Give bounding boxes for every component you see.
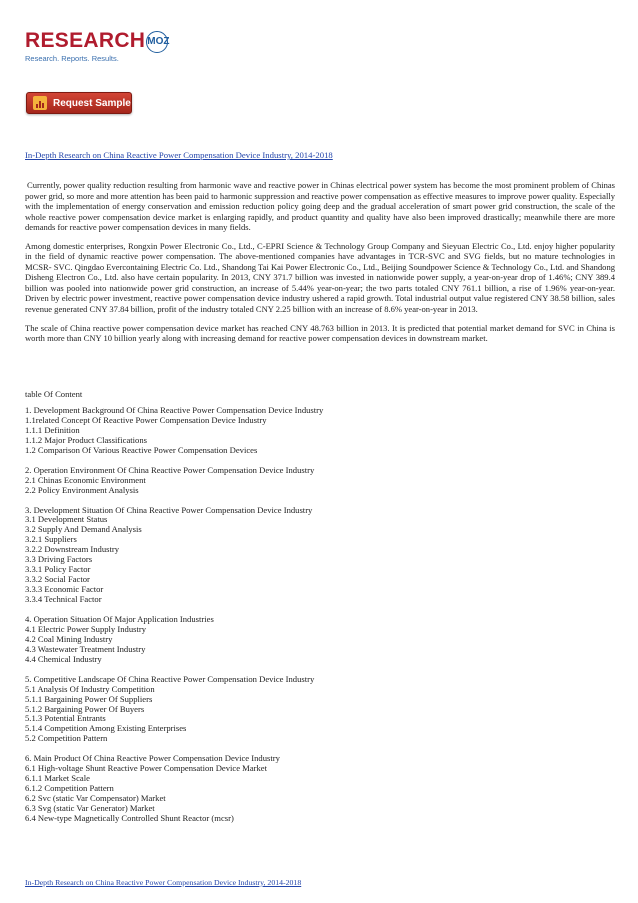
toc-item: 3.3 Driving Factors bbox=[25, 554, 93, 565]
toc-section bbox=[25, 675, 615, 745]
toc-heading: table Of Content bbox=[25, 389, 83, 399]
toc-item: 6. Main Product Of China Reactive Power Compensation Device Industry bbox=[25, 753, 280, 764]
toc-item: 3.3.1 Policy Factor bbox=[25, 564, 91, 575]
toc-section bbox=[25, 406, 615, 456]
toc-item: 6.3 Svg (static Var Generator) Market bbox=[25, 803, 155, 814]
toc-item: 3.3.3 Economic Factor bbox=[25, 584, 104, 595]
toc-item: 1.1related Concept Of Reactive Power Compensation Device Industry bbox=[25, 414, 267, 425]
toc-section bbox=[25, 615, 615, 665]
toc-item: 2.1 Chinas Economic Environment bbox=[25, 474, 146, 485]
logo-tagline: Research. Reports. Results. bbox=[25, 54, 119, 63]
toc-item: 1. Development Background Of China Reactive Power Compensation Device Industry bbox=[25, 405, 324, 415]
toc-section bbox=[25, 466, 615, 496]
toc-item: 5.1.4 Competition Among Existing Enterprises bbox=[25, 723, 187, 734]
report-title-link[interactable]: In-Depth Research on China Reactive Power Compensation Device Industry, 2014-2018 bbox=[25, 150, 333, 160]
request-sample-button[interactable] bbox=[26, 92, 132, 114]
toc-item: 3.2 Supply And Demand Analysis bbox=[25, 524, 142, 535]
chart-icon bbox=[33, 96, 47, 110]
toc-item: 1.1.1 Definition bbox=[25, 424, 80, 435]
toc-item: 4.3 Wastewater Treatment Industry bbox=[25, 643, 146, 654]
report-description bbox=[25, 180, 615, 352]
toc-item: 3.3.2 Social Factor bbox=[25, 574, 90, 585]
toc-item: 3.1 Development Status bbox=[25, 514, 108, 525]
toc-item: 6.1 High-voltage Shunt Reactive Power Compensation Device Market bbox=[25, 763, 268, 774]
description-paragraph: Currently, power quality reduction resulting from harmonic wave and reactive power in Chinas electrical power system has become the most prominent problem of Chinas power grid, so more and more attention has been paid to harmonic suppression and reactive power compensation as effective measures to improve power quality. Especially with the implementation of energy conservation and emission reduction policy going deep and the gradual acceleration of smart power grid construction, the scale of the whole reactive power compensation device market is enlarging rapidly, and product quantity and quality have also been improved drastically; meanwhile there are more demands for reactive power compensation devices in many fields. bbox=[25, 180, 615, 233]
toc-item: 6.2 Svc (static Var Compensator) Market bbox=[25, 793, 166, 804]
toc-item: 4.4 Chemical Industry bbox=[25, 653, 102, 664]
toc-section bbox=[25, 506, 615, 606]
logo-moz-badge: MOZ bbox=[146, 31, 168, 53]
table-of-contents bbox=[25, 406, 615, 834]
toc-item: 3.2.2 Downstream Industry bbox=[25, 544, 120, 555]
researchmoz-logo bbox=[25, 30, 168, 64]
request-sample-label: Request Sample bbox=[53, 97, 131, 109]
toc-item: 3. Development Situation Of China Reactive Power Compensation Device Industry bbox=[25, 504, 313, 515]
toc-item: 2.2 Policy Environment Analysis bbox=[25, 484, 139, 495]
toc-item: 1.2 Comparison Of Various Reactive Power Compensation Devices bbox=[25, 444, 258, 455]
description-paragraph: Among domestic enterprises, Rongxin Power Electronic Co., Ltd., C-EPRI Science & Technology Group Company and Sieyuan Electric Co., Ltd. enjoy higher popularity in the field of dynamic reactive power compensation. The above-mentioned companies have advantages in TCR-SVC and SVG fields, but no mature technologies in MCSR- SVC. Qingdao Evercontaining Electric Co. Ltd., Shandong Tai Kai Power Electronic Co., Ltd., Beijing Soundpower Science & Technology Co., Ltd. and Shandong Disheng Electron Co., Ltd. also have certain popularity. In 2013, CNY 371.7 billion was invested in nationwide power supply, a year-on-year drop of 1.46%; CNY 389.4 billion was pooled into nationwide power grid construction, an increase of 5.44% year-on-year; the two parts totaled CNY 761.1 billion, a rise of 1.96% year-on-year. Driven by electric power investment, reactive power compensation device industry ushered a rapid growth. Total industrial output value registered CNY 38.58 billion, sales revenue generated CNY 37.84 billion, profit of the industry totaled CNY 2.25 billion with an increase of 8.6% year-on-year in 2013. bbox=[25, 240, 615, 315]
toc-item: 1.1.2 Major Product Classifications bbox=[25, 434, 147, 445]
toc-item: 4. Operation Situation Of Major Application Industries bbox=[25, 613, 214, 624]
toc-item: 6.1.2 Competition Pattern bbox=[25, 783, 114, 794]
footer-report-link[interactable]: In-Depth Research on China Reactive Power Compensation Device Industry, 2014-2018 bbox=[25, 878, 302, 887]
toc-item: 6.4 New-type Magnetically Controlled Shunt Reactor (mcsr) bbox=[25, 813, 234, 823]
toc-item: 5.1.2 Bargaining Power Of Buyers bbox=[25, 703, 145, 714]
toc-item: 4.1 Electric Power Supply Industry bbox=[25, 623, 147, 634]
toc-item: 4.2 Coal Mining Industry bbox=[25, 633, 113, 644]
toc-item: 5.2 Competition Pattern bbox=[25, 733, 108, 744]
toc-section bbox=[25, 754, 615, 824]
toc-item: 5.1 Analysis Of Industry Competition bbox=[25, 683, 155, 694]
toc-item: 5.1.1 Bargaining Power Of Suppliers bbox=[25, 693, 153, 704]
toc-item: 5. Competitive Landscape Of China Reactive Power Compensation Device Industry bbox=[25, 673, 315, 684]
toc-item: 6.1.1 Market Scale bbox=[25, 773, 90, 784]
description-paragraph: The scale of China reactive power compensation device market has reached CNY 48.763 billion in 2013. It is predicted that potential market demand for SVC in China is worth more than CNY 10 billion yearly along with increasing demand for reactive power compensation devices in downstream market. bbox=[25, 322, 615, 344]
toc-item: 2. Operation Environment Of China Reactive Power Compensation Device Industry bbox=[25, 464, 315, 475]
toc-item: 3.3.4 Technical Factor bbox=[25, 594, 102, 605]
toc-item: 5.1.3 Potential Entrants bbox=[25, 713, 106, 724]
toc-item: 3.2.1 Suppliers bbox=[25, 534, 77, 545]
logo-research-text: RESEARCH bbox=[25, 29, 146, 52]
